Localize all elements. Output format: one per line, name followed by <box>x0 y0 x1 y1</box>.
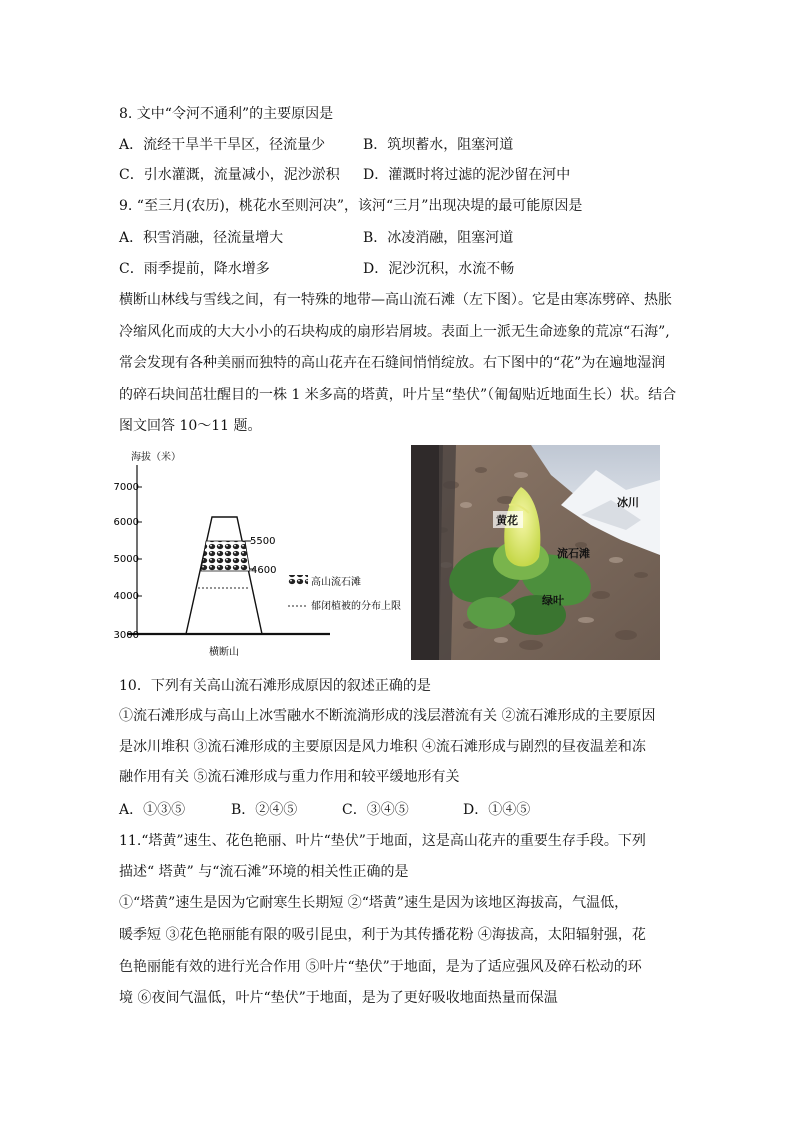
scree-band <box>201 541 250 571</box>
q8-option-a: A．流经干旱半干旱区，径流量少 <box>119 137 326 153</box>
q10-body-line: ①流石滩形成与高山上冰雪融水不断流淌形成的浅层潜流有关 ②流石滩形成的主要原因 <box>119 708 656 724</box>
q11-stem-line: 11.“塔黄”速生、花色艳丽、叶片“垫伏”于地面，这是高山花卉的重要生存手段。下列 <box>119 833 646 849</box>
q9-option-b: B．冰凌消融，阻塞河道 <box>363 230 514 246</box>
passage-line: 图文回答 10～11 题。 <box>119 418 262 434</box>
q9-option-a: A．积雪消融，径流量增大 <box>119 230 284 246</box>
passage-line: 冷缩风化而成的大大小小的石块构成的扇形岩屑坡。表面上一派无生命迹象的荒凉“石海”, <box>119 324 670 340</box>
q8-option-d: D．灌溉时将过滤的泥沙留在河中 <box>363 167 571 183</box>
label-flower: 黄花 <box>496 514 518 527</box>
q9-option-c: C．雨季提前，降水增多 <box>119 261 270 277</box>
q11-body-line: 色艳丽能有效的进行光合作用 ⑤叶片“垫伏”于地面，是为了适应强风及碎石松动的环 <box>119 959 642 975</box>
passage-line: 常会发现有各种美丽而独特的高山花卉在石缝间悄悄绽放。右下图中的“花”为在遍地湿润 <box>119 355 666 371</box>
q11-body-line: 暖季短 ③花色艳丽能有限的吸引昆虫，利于为其传播花粉 ④海拔高，太阳辐射强，花 <box>119 927 646 943</box>
photo <box>411 445 660 660</box>
q11-stem-line: 描述“ 塔黄” 与“流石滩”环境的相关性正确的是 <box>119 864 409 880</box>
legend-rock-label: 高山流石滩 <box>311 577 361 588</box>
lower-elevation-label: 4600 <box>251 565 277 576</box>
passage-line: 横断山林线与雪线之间，有一特殊的地带—高山流石滩（左下图）。它是由寒冻劈碎、热胀 <box>119 292 672 308</box>
q8-option-c: C．引水灌溉，流量减小，泥沙淤积 <box>119 167 340 183</box>
tick-label: 3000 <box>113 630 139 641</box>
legend-line-label: 郁闭植被的分布上限 <box>311 601 401 612</box>
upper-elevation-label: 5500 <box>250 536 276 547</box>
rock-boulder <box>411 445 443 660</box>
q9-stem: 9. “至三月(农历)，桃花水至则河决”，该河“三月”出现决堤的最可能原因是 <box>119 198 583 214</box>
label-glacier: 冰川 <box>617 496 639 509</box>
tick-label: 5000 <box>113 554 139 565</box>
q11-body-line: 境 ⑥夜间气温低，叶片“垫伏”于地面，是为了更好吸收地面热量而保温 <box>119 990 558 1006</box>
y-axis-label: 海拔（米） <box>131 452 181 463</box>
x-axis-label: 横断山 <box>209 647 239 658</box>
label-leaf: 绿叶 <box>542 594 564 607</box>
tick-label: 6000 <box>113 517 139 528</box>
q10-stem: 10．下列有关高山流石滩形成原因的叙述正确的是 <box>119 678 431 694</box>
passage-line: 的碎石块间茁壮醒目的一株 1 米多高的塔黄，叶片呈“垫伏”（匍匐贴近地面生长）状。结合 <box>119 387 677 403</box>
q10-body-line: 融作用有关 ⑤流石滩形成与重力作用和较平缓地形有关 <box>119 769 460 785</box>
q11-body-line: ①“塔黄”速生是因为它耐寒生长期短 ②“塔黄”速生是因为该地区海拔高，气温低， <box>119 895 629 911</box>
q10-option-d: D．①④⑤ <box>463 802 531 818</box>
label-scree: 流石滩 <box>557 547 590 560</box>
legend-rock-swatch <box>288 575 308 586</box>
q10-option-a: A．①③⑤ <box>119 802 186 818</box>
tick-label: 4000 <box>113 591 139 602</box>
q8-stem: 8. 文中“令河不通利”的主要原因是 <box>119 106 334 122</box>
tick-label: 7000 <box>113 482 139 493</box>
elevation-chart <box>113 445 408 660</box>
q9-option-d: D．泥沙沉积，水流不畅 <box>363 261 515 277</box>
q8-option-b: B．筑坝蓄水，阻塞河道 <box>363 137 514 153</box>
q10-option-c: C．③④⑤ <box>342 802 409 818</box>
q10-body-line: 是冰川堆积 ③流石滩形成的主要原因是风力堆积 ④流石滩形成与剧烈的昼夜温差和冻 <box>119 739 646 755</box>
q10-option-b: B．②④⑤ <box>231 802 298 818</box>
